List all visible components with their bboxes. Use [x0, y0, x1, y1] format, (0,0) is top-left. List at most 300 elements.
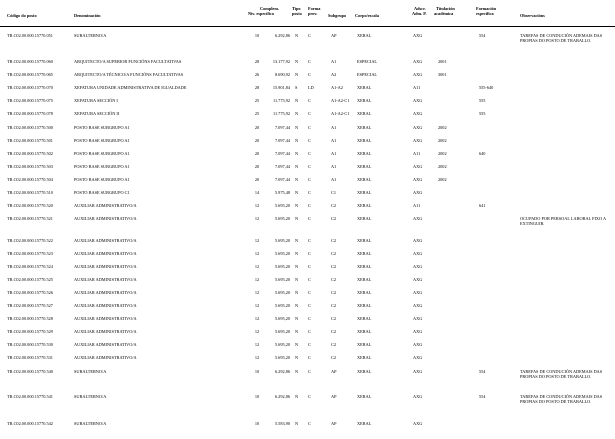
cell-adscricion: AXG	[413, 111, 423, 116]
cell-code: TR.C02.00.000.15770.523	[7, 251, 53, 256]
cell-subgrupo: A1	[331, 177, 337, 182]
cell-tipo-posto: N	[295, 203, 299, 208]
cell-complemento: 5.695,20	[274, 264, 290, 269]
cell-nivel: 12	[254, 355, 260, 360]
cell-denominacion: AUXILIAR ADMINISTRATIVO/A	[74, 203, 137, 208]
cell-subgrupo: A1	[331, 138, 337, 143]
cell-corpo-escala: XERAL	[357, 85, 372, 90]
cell-forma-prov: C	[308, 238, 311, 243]
cell-complemento: 5.695,20	[274, 277, 290, 282]
cell-code: TR.C02.00.000.15770.540	[7, 369, 53, 374]
cell-nivel: 12	[254, 316, 260, 321]
cell-adscricion: AXG	[413, 277, 423, 282]
cell-forma-prov: LD	[308, 85, 314, 90]
cell-forma-prov: C	[308, 421, 311, 426]
cell-corpo-escala: XERAL	[357, 303, 372, 308]
cell-complemento: 6.292,86	[274, 394, 290, 399]
table-row	[0, 72, 615, 78]
cell-adscricion: AXG	[413, 342, 423, 347]
cell-tipo-posto: N	[295, 342, 299, 347]
cell-denominacion: SUBALTERNO/A	[74, 394, 107, 399]
cell-corpo-escala: XERAL	[357, 238, 372, 243]
cell-corpo-escala: XERAL	[357, 151, 372, 156]
cell-titulacion: 2002	[438, 151, 447, 156]
header-titulacion-label: Titulación	[436, 6, 455, 11]
cell-adscricion: AXG	[413, 164, 423, 169]
cell-complemento: 5.695,20	[274, 216, 290, 221]
cell-code: TR.C02.00.000.15770.504	[7, 177, 53, 182]
cell-forma-prov: C	[308, 138, 311, 143]
cell-tipo-posto: N	[295, 421, 299, 426]
cell-nivel: 20	[254, 125, 260, 130]
cell-adscricion: AXG	[413, 329, 423, 334]
header-adscr-label: Adscr.	[414, 6, 426, 11]
header-posto-label: posto	[292, 11, 302, 17]
cell-corpo-escala: XERAL	[357, 111, 372, 116]
cell-denominacion: ARQUITECTO/A SUPERIOR FUNCIÓNS FACULTATIVAS	[74, 59, 182, 64]
cell-complemento: 5.583,90	[274, 421, 290, 426]
cell-nivel: 10	[254, 394, 260, 399]
cell-tipo-posto: N	[295, 216, 299, 221]
cell-subgrupo: A1-A2-C1	[331, 111, 350, 116]
cell-corpo-escala: XERAL	[357, 203, 372, 208]
table-row	[0, 251, 615, 257]
cell-code: TR.C02.00.000.15770.530	[7, 342, 53, 347]
header-denominacion: Denominación	[74, 13, 101, 18]
cell-complemento: 5.695,20	[274, 290, 290, 295]
cell-tipo-posto: N	[295, 329, 299, 334]
cell-tipo-posto: N	[295, 98, 299, 103]
cell-titulacion: 2002	[438, 164, 447, 169]
cell-tipo-posto: N	[295, 303, 299, 308]
cell-code: TR.C02.00.000.15770.075	[7, 98, 53, 103]
table-row	[0, 264, 615, 270]
cell-denominacion: POSTO BASE SUBGRUPO A1	[74, 125, 130, 130]
cell-subgrupo: A1-A2	[331, 85, 343, 90]
cell-complemento: 15.901,84	[272, 85, 290, 90]
cell-denominacion: AUXILIAR ADMINISTRATIVO/A	[74, 216, 137, 221]
cell-subgrupo: A1	[331, 164, 337, 169]
header-formacion	[476, 6, 496, 16]
cell-tipo-posto: N	[295, 111, 299, 116]
cell-nivel: 26	[254, 72, 260, 77]
table-row	[0, 316, 615, 322]
cell-nivel: 25	[254, 111, 260, 116]
cell-denominacion: POSTO BASE SUBGRUPO C1	[74, 190, 130, 195]
cell-titulacion: 2002	[438, 177, 447, 182]
cell-adscricion: AXG	[413, 355, 423, 360]
cell-tipo-posto: N	[295, 316, 299, 321]
cell-adscricion: AXG	[413, 264, 423, 269]
cell-titulacion: 3001	[438, 72, 447, 77]
cell-complemento: 5.695,20	[274, 329, 290, 334]
cell-complemento: 7.097,44	[274, 164, 290, 169]
cell-code: TR.C02.00.000.15770.521	[7, 216, 53, 221]
cell-forma-prov: C	[308, 164, 311, 169]
cell-adscricion: A11	[413, 203, 421, 208]
cell-tipo-posto: N	[295, 33, 299, 38]
header-tipo-posto	[292, 6, 302, 16]
cell-subgrupo: A1	[331, 151, 337, 156]
cell-complemento: 7.097,44	[274, 125, 290, 130]
cell-adscricion: AXG	[413, 369, 423, 374]
cell-code: TR.C02.00.000.15770.510	[7, 190, 53, 195]
cell-forma-prov: C	[308, 355, 311, 360]
cell-nivel: 10	[254, 33, 260, 38]
cell-denominacion: POSTO BASE SUBGRUPO A1	[74, 164, 130, 169]
cell-forma-prov: C	[308, 59, 311, 64]
cell-corpo-escala: XERAL	[357, 342, 372, 347]
table-row	[0, 33, 615, 44]
cell-denominacion: XEFATURA SECCIÓN I	[74, 98, 118, 103]
cell-nivel: 12	[254, 203, 260, 208]
cell-corpo-escala: XERAL	[357, 277, 372, 282]
table-row	[0, 238, 615, 244]
cell-forma-prov: C	[308, 277, 311, 282]
cell-forma-prov: C	[308, 125, 311, 130]
cell-adscricion: AXG	[413, 394, 423, 399]
cell-nivel: 12	[254, 251, 260, 256]
cell-forma-prov: C	[308, 342, 311, 347]
cell-tipo-posto: N	[295, 355, 299, 360]
table-row	[0, 151, 615, 157]
cell-forma-prov: C	[308, 394, 311, 399]
cell-forma-prov: C	[308, 98, 311, 103]
cell-corpo-escala: ESPECIAL	[357, 59, 378, 64]
cell-denominacion: AUXILIAR ADMINISTRATIVO/A	[74, 277, 137, 282]
cell-forma-prov: C	[308, 151, 311, 156]
cell-corpo-escala: XERAL	[357, 316, 372, 321]
cell-corpo-escala: XERAL	[357, 177, 372, 182]
cell-denominacion: AUXILIAR ADMINISTRATIVO/A	[74, 251, 137, 256]
cell-complemento: 5.695,20	[274, 203, 290, 208]
cell-forma-prov: C	[308, 369, 311, 374]
cell-adscricion: AXG	[413, 138, 423, 143]
cell-denominacion: POSTO BASE SUBGRUPO A1	[74, 138, 130, 143]
cell-code: TR.C02.00.000.15770.051	[7, 33, 53, 38]
cell-forma-prov: C	[308, 290, 311, 295]
header-formacion-label: Formación	[476, 6, 497, 11]
header-tipo-label: Tipo	[292, 6, 301, 11]
cell-subgrupo: C2	[331, 264, 337, 269]
cell-denominacion: SUBALTERNO/A	[74, 369, 107, 374]
cell-subgrupo: C2	[331, 216, 337, 221]
cell-nivel: 20	[254, 151, 260, 156]
cell-code: TR.C02.00.000.15770.541	[7, 394, 53, 399]
cell-complemento: 8.690,92	[274, 72, 290, 77]
cell-forma-prov: C	[308, 111, 311, 116]
cell-denominacion: AUXILIAR ADMINISTRATIVO/A	[74, 238, 137, 243]
cell-subgrupo: C2	[331, 203, 337, 208]
cell-nivel: 12	[254, 216, 260, 221]
cell-tipo-posto: N	[295, 164, 299, 169]
cell-denominacion: AUXILIAR ADMINISTRATIVO/A	[74, 290, 137, 295]
cell-forma-prov: C	[308, 72, 311, 77]
cell-adscricion: AXG	[413, 190, 423, 195]
cell-corpo-escala: XERAL	[357, 190, 372, 195]
cell-nivel: 12	[254, 329, 260, 334]
table-row	[0, 125, 615, 131]
cell-denominacion: AUXILIAR ADMINISTRATIVO/A	[74, 342, 137, 347]
cell-code: TR.C02.00.000.15770.500	[7, 125, 53, 130]
cell-tipo-posto: N	[295, 264, 299, 269]
cell-denominacion: POSTO BASE SUBGRUPO A1	[74, 151, 130, 156]
cell-complemento: 5.695,20	[274, 316, 290, 321]
cell-corpo-escala: XERAL	[357, 421, 372, 426]
cell-forma-prov: C	[308, 177, 311, 182]
cell-denominacion: ARQUITECTO/A TÉCNICO/A FUNCIÓNS FACULTATIVAS	[74, 72, 184, 77]
cell-corpo-escala: XERAL	[357, 329, 372, 334]
header-academica-label: académica	[434, 11, 454, 17]
cell-adscricion: AXG	[413, 421, 423, 426]
header-adm-p-label: Adm. P.	[412, 11, 427, 17]
cell-complemento: 5.975,48	[274, 190, 290, 195]
cell-adscricion: AXG	[413, 72, 423, 77]
cell-tipo-posto: S	[295, 85, 298, 90]
cell-corpo-escala: XERAL	[357, 33, 372, 38]
header-adscr	[412, 6, 427, 16]
table-row	[0, 216, 615, 227]
cell-tipo-posto: N	[295, 251, 299, 256]
cell-forma-prov: C	[308, 316, 311, 321]
cell-tipo-posto: N	[295, 72, 299, 77]
cell-complemento: 5.695,20	[274, 238, 290, 243]
cell-corpo-escala: XERAL	[357, 138, 372, 143]
table-row	[0, 277, 615, 283]
table-row	[0, 138, 615, 144]
cell-nivel: 20	[254, 177, 260, 182]
cell-adscricion: AXG	[413, 33, 423, 38]
cell-subgrupo: C2	[331, 277, 337, 282]
cell-observacions: TAREFAS DE CONDUCIÓN ADEMAIS DAS PROPIAS DO POSTO DE TRABALLO.	[520, 33, 603, 44]
cell-code: TR.C02.00.000.15770.065	[7, 72, 53, 77]
cell-nivel: 10	[254, 369, 260, 374]
cell-code: TR.C02.00.000.15770.527	[7, 303, 53, 308]
header-complem	[248, 6, 279, 16]
cell-nivel: 25	[254, 98, 260, 103]
cell-adscricion: AXG	[413, 98, 423, 103]
table-row	[0, 342, 615, 348]
cell-complemento: 11.775,92	[272, 111, 290, 116]
cell-code: TR.C02.00.000.15770.542	[7, 421, 53, 426]
cell-denominacion: AUXILIAR ADMINISTRATIVO/A	[74, 316, 137, 321]
cell-code: TR.C02.00.000.15770.070	[7, 85, 53, 90]
cell-formacion: 554	[479, 33, 486, 38]
cell-tipo-posto: N	[295, 394, 299, 399]
cell-tipo-posto: N	[295, 59, 299, 64]
cell-tipo-posto: N	[295, 238, 299, 243]
table-row	[0, 369, 615, 380]
cell-subgrupo: C2	[331, 238, 337, 243]
cell-code: TR.C02.00.000.15770.078	[7, 111, 53, 116]
cell-nivel: 12	[254, 277, 260, 282]
table-row	[0, 98, 615, 104]
cell-denominacion: AUXILIAR ADMINISTRATIVO/A	[74, 329, 137, 334]
table-row	[0, 303, 615, 309]
cell-subgrupo: C2	[331, 329, 337, 334]
table-row	[0, 177, 615, 183]
cell-tipo-posto: N	[295, 290, 299, 295]
cell-denominacion: SUBALTERNO/A	[74, 33, 107, 38]
cell-nivel: 12	[254, 342, 260, 347]
cell-formacion: 555	[479, 98, 486, 103]
cell-nivel: 12	[254, 264, 260, 269]
cell-complemento: 7.097,44	[274, 177, 290, 182]
cell-code: TR.C02.00.000.15770.525	[7, 277, 53, 282]
table-row	[0, 421, 615, 427]
cell-nivel: 20	[254, 138, 260, 143]
header-observacions: Observacións	[520, 13, 545, 18]
cell-tipo-posto: N	[295, 277, 299, 282]
cell-corpo-escala: XERAL	[357, 394, 372, 399]
cell-code: TR.C02.00.000.15770.520	[7, 203, 53, 208]
cell-complemento: 5.695,20	[274, 355, 290, 360]
cell-nivel: 28	[254, 85, 260, 90]
cell-corpo-escala: XERAL	[357, 355, 372, 360]
header-especifica-label: específica	[476, 11, 494, 17]
cell-denominacion: AUXILIAR ADMINISTRATIVO/A	[74, 303, 137, 308]
cell-denominacion: XEFATURA UNIDADE ADMINISTRATIVA DE IGUALDADE	[74, 85, 187, 90]
cell-formacion: 641	[479, 203, 486, 208]
cell-observacions: TAREFAS DE CONDUCIÓN ADEMAIS DAS PROPIAS DO POSTO DE TRABALLO.	[520, 369, 603, 380]
header-prov-label: prov.	[308, 11, 318, 17]
cell-denominacion: SUBALTERNO/A	[74, 421, 107, 426]
header-niv-esp-label: Niv. específico	[248, 11, 275, 17]
cell-subgrupo: C2	[331, 316, 337, 321]
cell-complemento: 13.177,92	[272, 59, 290, 64]
cell-subgrupo: A1	[331, 59, 337, 64]
cell-code: TR.C02.00.000.15770.502	[7, 151, 53, 156]
cell-corpo-escala: XERAL	[357, 98, 372, 103]
header-codigo: Código do posto	[7, 13, 37, 18]
cell-corpo-escala: XERAL	[357, 164, 372, 169]
cell-formacion: 554	[479, 394, 486, 399]
cell-subgrupo: A1-A2-C1	[331, 98, 350, 103]
header-subgrupo: Subgrupo	[328, 13, 347, 18]
cell-denominacion: AUXILIAR ADMINISTRATIVO/A	[74, 264, 137, 269]
cell-complemento: 5.695,20	[274, 303, 290, 308]
cell-forma-prov: C	[308, 216, 311, 221]
table-row	[0, 59, 615, 65]
cell-corpo-escala: XERAL	[357, 216, 372, 221]
cell-tipo-posto: N	[295, 177, 299, 182]
cell-denominacion: AUXILIAR ADMINISTRATIVO/A	[74, 355, 137, 360]
cell-corpo-escala: XERAL	[357, 251, 372, 256]
cell-nivel: 12	[254, 303, 260, 308]
table-row	[0, 329, 615, 335]
cell-subgrupo: C2	[331, 290, 337, 295]
cell-code: TR.C02.00.000.15770.503	[7, 164, 53, 169]
cell-tipo-posto: N	[295, 138, 299, 143]
cell-observacions: TAREFAS DE CONDUCIÓN ADEMAIS DAS PROPIAS DO POSTO DE TRABALLO.	[520, 394, 603, 405]
cell-formacion: 555	[479, 111, 486, 116]
cell-adscricion: AXG	[413, 251, 423, 256]
cell-corpo-escala: XERAL	[357, 369, 372, 374]
cell-formacion: 554	[479, 369, 486, 374]
cell-adscricion: AXG	[413, 290, 423, 295]
cell-complemento: 11.775,92	[272, 98, 290, 103]
cell-complemento: 7.097,44	[274, 138, 290, 143]
cell-adscricion: AXG	[413, 316, 423, 321]
cell-denominacion: XEFATURA SECCIÓN II	[74, 111, 120, 116]
table-row	[0, 203, 615, 209]
cell-nivel: 20	[254, 164, 260, 169]
cell-code: TR.C02.00.000.15770.524	[7, 264, 53, 269]
cell-subgrupo: AP	[331, 421, 337, 426]
cell-subgrupo: C1	[331, 190, 337, 195]
cell-complemento: 7.097,44	[274, 151, 290, 156]
cell-code: TR.C02.00.000.15770.528	[7, 316, 53, 321]
cell-formacion: 555-640	[479, 85, 494, 90]
header-forma-prov	[308, 6, 320, 16]
header-corpo: Corpo/escala	[355, 13, 379, 18]
cell-adscricion: AXG	[413, 125, 423, 130]
cell-code: TR.C02.00.000.15770.531	[7, 355, 53, 360]
cell-subgrupo: C2	[331, 355, 337, 360]
cell-nivel: 14	[254, 190, 260, 195]
cell-adscricion: AXG	[413, 238, 423, 243]
cell-forma-prov: C	[308, 264, 311, 269]
cell-subgrupo: C2	[331, 303, 337, 308]
table-header	[0, 0, 615, 27]
table-row	[0, 164, 615, 170]
cell-adscricion: AXG	[413, 303, 423, 308]
cell-tipo-posto: N	[295, 369, 299, 374]
cell-subgrupo: AP	[331, 394, 337, 399]
cell-forma-prov: C	[308, 303, 311, 308]
cell-subgrupo: A1	[331, 125, 337, 130]
table-row	[0, 355, 615, 361]
cell-complemento: 5.695,20	[274, 251, 290, 256]
header-forma-label: Forma	[308, 6, 321, 11]
cell-forma-prov: C	[308, 329, 311, 334]
cell-code: TR.C02.00.000.15770.501	[7, 138, 53, 143]
cell-code: TR.C02.00.000.15770.529	[7, 329, 53, 334]
cell-subgrupo: C2	[331, 251, 337, 256]
table-row	[0, 190, 615, 196]
cell-adscricion: A11	[413, 151, 421, 156]
cell-forma-prov: C	[308, 251, 311, 256]
cell-nivel: 12	[254, 290, 260, 295]
table-row	[0, 85, 615, 91]
table-row	[0, 394, 615, 405]
cell-corpo-escala: ESPECIAL	[357, 72, 378, 77]
header-complem-label: Complem.	[260, 6, 279, 11]
cell-subgrupo: AP	[331, 369, 337, 374]
cell-complemento: 5.695,20	[274, 342, 290, 347]
cell-corpo-escala: XERAL	[357, 125, 372, 130]
cell-adscricion: A11	[413, 85, 421, 90]
cell-subgrupo: AP	[331, 33, 337, 38]
cell-forma-prov: C	[308, 190, 311, 195]
cell-observacions: OCUPADO POR PERSOAL LABORAL FIXO A EXTINGUIR.	[520, 216, 606, 227]
cell-titulacion: 2002	[438, 138, 447, 143]
table-row	[0, 111, 615, 117]
cell-code: TR.C02.00.000.15770.522	[7, 238, 53, 243]
cell-forma-prov: C	[308, 33, 311, 38]
cell-tipo-posto: N	[295, 190, 299, 195]
cell-adscricion: AXG	[413, 216, 423, 221]
cell-complemento: 6.292,86	[274, 33, 290, 38]
header-titulacion	[434, 6, 455, 16]
cell-tipo-posto: N	[295, 125, 299, 130]
cell-complemento: 6.292,86	[274, 369, 290, 374]
cell-nivel: 28	[254, 59, 260, 64]
cell-forma-prov: C	[308, 203, 311, 208]
cell-corpo-escala: XERAL	[357, 264, 372, 269]
cell-nivel: 10	[254, 421, 260, 426]
cell-adscricion: AXG	[413, 59, 423, 64]
